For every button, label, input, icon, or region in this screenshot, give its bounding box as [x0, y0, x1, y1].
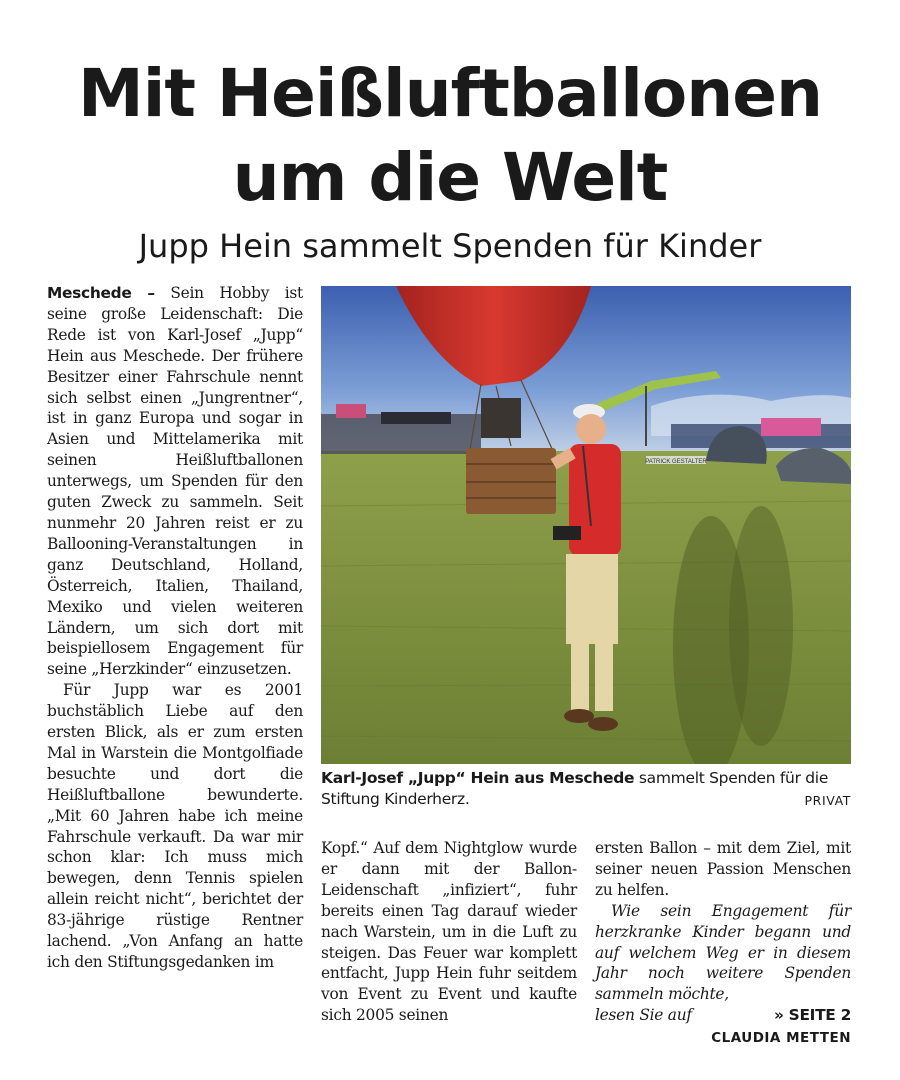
paragraph-1-text: Sein Hobby ist seine große Leidenschaft: Die Rede ist von Karl-Josef „Jupp“ Hein aus Meschede. Der frühere Besitzer einer Fahrschule nennt sich selbst einen „Jungrentner“, ist in ganz Europa und sogar in Asien und Mittelamerika mit seinen Heißluftballonen unterwegs, um Spenden für den guten Zweck zu sammeln. Seit nunmehr 20 Jahren reist er zu Ballooning-Veranstaltungen in ganz Deutschland, Holland, Österreich, Italien, Thailand, Mexiko und vielen weiteren Ländern, um sich dort mit beispiellosem Engagement für seine „Herzkinder“ einzusetzen.	[47, 284, 303, 679]
article-paragraph-2: Für Jupp war es 2001 buchstäblich Liebe auf den ersten Blick, als er zum ersten Mal in Warstein die Montgolfiade besuchte und dort die Heißluftballone bewunderte. „Mit 60 Jahren habe ich meine Fahrschule verkauft. Da war mir schon klar: Ich muss mich bewegen, denn Tennis spielen allein reicht nicht“, berichtet der 83-jährige rüstige Rentner lachend. „Von Anfang an hatte ich den Stiftungsgedanken im	[47, 681, 303, 971]
caption-text: sammelt Spenden für die Stiftung Kinderherz.	[321, 769, 829, 808]
article-paragraph-2-continued: Kopf.“ Auf dem Nightglow wurde er dann mit der Ballon-Leidenschaft „infiziert“, fuhr bereits einen Tag darauf wieder nach Warstein, um in die Luft zu steigen. Das Feuer war komplett entfacht, Jupp Hein fuhr seitdem von Event zu Event und kaufte sich 2005 seinen	[321, 839, 577, 1025]
subheadline: Jupp Hein sammelt Spenden für Kinder	[138, 227, 762, 265]
photo-caption	[321, 768, 851, 810]
caption-name: Karl-Josef „Jupp“ Hein aus Meschede	[321, 769, 635, 787]
author-byline: CLAUDIA METTEN	[711, 1030, 851, 1047]
article-paragraph-2-end: ersten Ballon – mit dem Ziel, mit seiner neuen Passion Menschen zu helfen.	[595, 839, 851, 899]
headline	[0, 52, 900, 220]
article-column-2	[321, 838, 577, 1026]
headline-line-2: um die Welt	[232, 139, 668, 216]
article-column-3	[595, 838, 851, 1049]
teaser-end-text: lesen Sie auf	[595, 1006, 692, 1025]
burner	[481, 398, 521, 438]
article-photo	[321, 286, 851, 764]
teaser-text: Wie sein Engagement für herzkranke Kinder begann und auf welchem Weg er in diesem Jahr noch weitere Spenden sammeln möchte,	[595, 901, 851, 1004]
article-paragraph-1	[47, 283, 303, 680]
page-reference-link[interactable]: » SEITE 2	[773, 1006, 851, 1025]
dateline: Meschede –	[47, 284, 155, 302]
article-column-1	[47, 283, 303, 973]
teaser-reference	[595, 1005, 851, 1026]
shadow-2	[729, 506, 793, 746]
headline-line-1: Mit Heißluftballonen	[78, 55, 822, 132]
basket-sign: PATRICK GESTALTER	[645, 459, 707, 465]
photo-credit: PRIVAT	[804, 793, 851, 808]
